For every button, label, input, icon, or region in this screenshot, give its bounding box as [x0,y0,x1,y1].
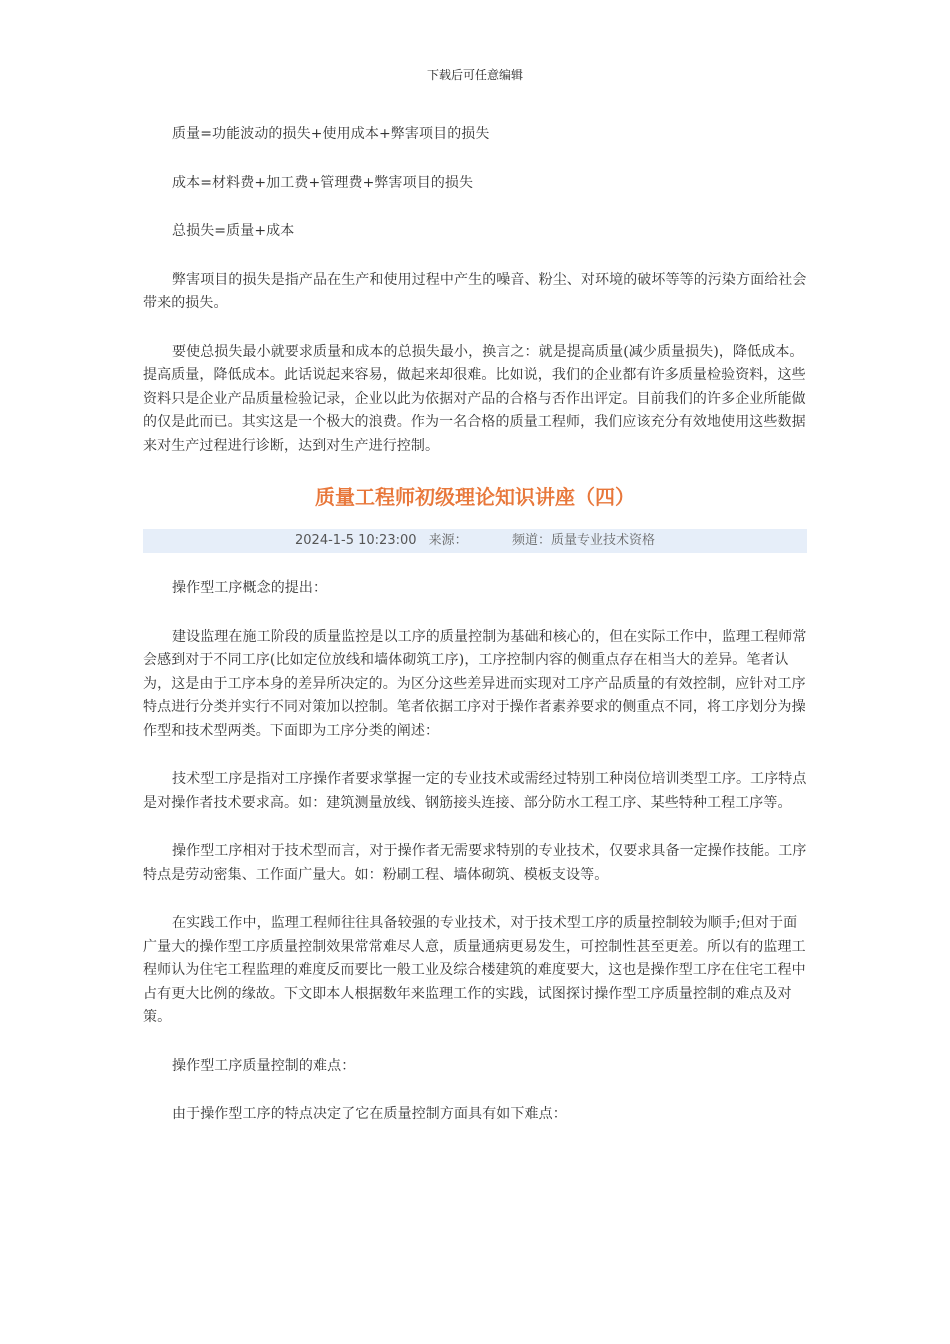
paragraph: 建设监理在施工阶段的质量监控是以工序的质量控制为基础和核心的，但在实际工作中，监理工程师常会感到对于不同工序(比如定位放线和墙体砌筑工序)，工序控制内容的侧重点存在相当大的差异。笔者认为，这是由于工序本身的差异所决定的。为区分这些差异进而实现对工序产品质量的有效控制，应针对工序特点进行分类并实行不同对策加以控制。笔者依据工序对于操作者素养要求的侧重点不同，将工序划分为操作型和技术型两类。下面即为工序分类的阐述： [143,628,807,739]
paragraph: 成本=材料费+加工费+管理费+弊害项目的损失 [172,174,474,191]
paragraph: 由于操作型工序的特点决定了它在质量控制方面具有如下难点： [172,1106,567,1122]
paragraph: 弊害项目的损失是指产品在生产和使用过程中产生的噪音、粉尘、对环境的破坏等等的污染方面给社会带来的损失。 [143,271,807,311]
article-source-label: 来源： [428,533,468,548]
article-meta-bar [143,529,807,553]
paragraph: 操作型工序相对于技术型而言，对于操作者无需要求特别的专业技术，仅要求具备一定操作技能。工序特点是劳动密集、工作面广量大。如：粉刷工程、墙体砌筑、模板支设等。 [143,843,807,883]
document-body [143,123,807,1152]
paragraph: 操作型工序概念的提出： [172,580,328,596]
paragraph: 操作型工序质量控制的难点： [172,1057,356,1074]
article-title: 质量工程师初级理论知识讲座（四） [315,485,635,509]
article-channel: 频道：质量专业技术资格 [511,533,655,548]
paragraph: 技术型工序是指对工序操作者要求掌握一定的专业技术或需经过特别工种岗位培训类型工序。工序特点是对操作者技术要求高。如：建筑测量放线、钢筋接头连接、部分防水工程工序、某些特种工程工序等。 [143,771,807,811]
page-header-note: 下载后可任意编辑 [426,68,523,82]
paragraph: 要使总损失最小就要求质量和成本的总损失最小，换言之：就是提高质量(减少质量损失)，降低成本。提高质量，降低成本。此话说起来容易，做起来却很难。比如说，我们的企业都有许多质量检验资料，这些资料只是企业产品质量检验记录，企业以此为依据对产品的合格与否作出评定。目前我们的许多企业所能做的仅是此而已。其实这是一个极大的浪费。作为一名合格的质量工程师，我们应该充分有效地使用这些数据来对生产过程进行诊断，达到对生产进行控制。 [143,343,806,454]
paragraph: 质量=功能波动的损失+使用成本+弊害项目的损失 [172,126,490,142]
article-date: 2024-1-5 10:23:00 [295,533,417,548]
paragraph: 在实践工作中，监理工程师往往具备较强的专业技术，对于技术型工序的质量控制较为顺手;但对于面广量大的操作型工序质量控制效果常常难尽人意，质量通病更易发生，可控制性甚至更差。所以有的监理工程师认为住宅工程监理的难度反而要比一般工业及综合楼建筑的难度要大，这也是操作型工序在住宅工程中占有更大比例的缘故。下文即本人根据数年来监理工作的实践，试图探讨操作型工序质量控制的难点及对策。 [143,915,806,1025]
paragraph: 总损失=质量+成本 [172,223,295,239]
